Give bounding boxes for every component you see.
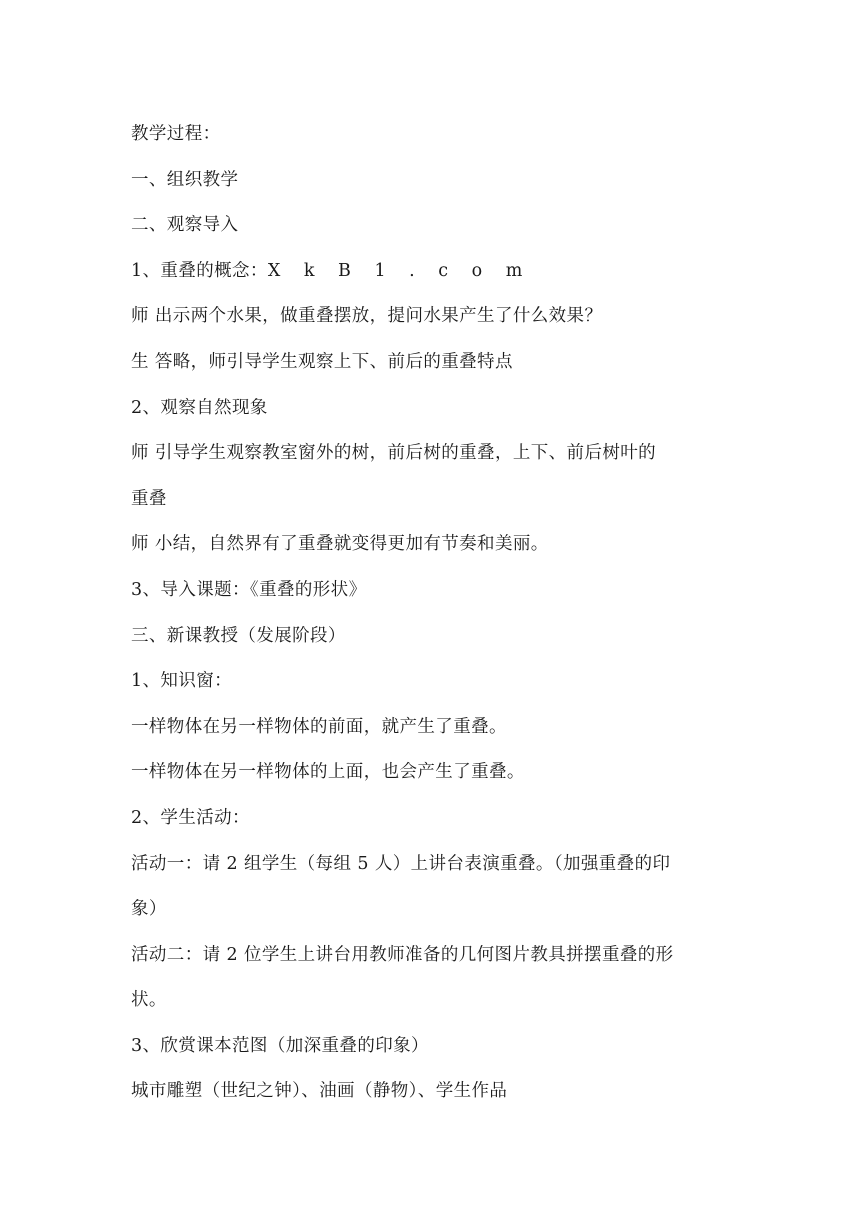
paragraph-line: 象） <box>131 899 167 920</box>
document-body <box>131 112 731 1115</box>
paragraph-line: 活动一：请 2 组学生（每组 5 人）上讲台表演重叠。（加强重叠的印 <box>131 853 671 874</box>
section-heading-new-lesson: 三、新课教授（发展阶段） <box>131 625 346 646</box>
paragraph-line: 城市雕塑（世纪之钟）、油画（静物）、学生作品 <box>131 1081 508 1102</box>
paragraph-line: 3、导入课题：《重叠的形状》 <box>131 579 367 600</box>
paragraph-line: 一样物体在另一样物体的前面，就产生了重叠。 <box>131 716 507 737</box>
paragraph-line: 活动二：请 2 位学生上讲台用教师准备的几何图片教具拼摆重叠的形 <box>131 944 674 965</box>
paragraph-line: 2、学生活动： <box>131 807 250 828</box>
overlap-concept-label: 1、重叠的概念： <box>131 260 268 281</box>
paragraph-line: 师 引导学生观察教室窗外的树，前后树的重叠，上下、前后树叶的 <box>131 443 657 464</box>
paragraph-line: 师 小结，自然界有了重叠就变得更加有节奏和美丽。 <box>131 534 549 555</box>
section-heading-organize: 一、组织教学 <box>131 169 239 190</box>
paragraph-line: 生 答略，师引导学生观察上下、前后的重叠特点 <box>131 351 513 372</box>
paragraph-line: 一样物体在另一样物体的上面，也会产生了重叠。 <box>131 762 525 783</box>
paragraph-line: 师 出示两个水果，做重叠摆放，提问水果产生了什么效果？ <box>131 306 603 327</box>
paragraph-line: 3、欣赏课本范图（加深重叠的印象） <box>131 1035 429 1056</box>
watermark-text: X k B 1 . c o m <box>267 260 532 281</box>
section-heading-teaching-process: 教学过程： <box>131 124 221 144</box>
section-heading-observe: 二、观察导入 <box>131 215 239 236</box>
paragraph-line: 2、观察自然现象 <box>131 397 268 418</box>
paragraph-line: 重叠 <box>131 488 167 509</box>
paragraph-line: 1、知识窗： <box>131 671 233 692</box>
overlap-concept-line <box>131 249 731 295</box>
paragraph-line: 状。 <box>131 990 167 1011</box>
